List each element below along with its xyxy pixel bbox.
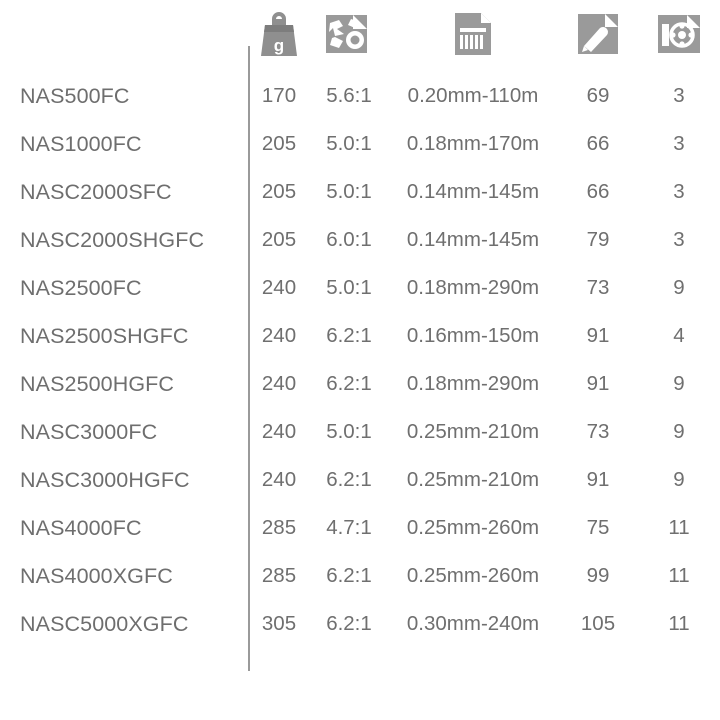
- cell-line-capacity: 0.30mm-240m: [406, 612, 540, 635]
- table-row: [0, 264, 720, 312]
- cell-ball-bearings: 9: [673, 420, 685, 443]
- cell-model: NAS500FC: [20, 83, 130, 108]
- cell-gear-ratio: 4.7:1: [326, 516, 372, 539]
- cell-ball-bearings: 9: [673, 372, 685, 395]
- cell-ball-bearings: 4: [673, 324, 685, 347]
- table-row: [0, 456, 720, 504]
- cell-model: NASC5000XGFC: [20, 611, 189, 636]
- cell-line-capacity: 0.14mm-145m: [406, 180, 540, 203]
- table-row: [0, 216, 720, 264]
- table-row: [0, 72, 720, 120]
- table-body: [0, 72, 720, 648]
- cell-line-retrieve: 73: [586, 276, 610, 299]
- header-weight: [248, 0, 310, 72]
- header-row: [0, 0, 720, 72]
- cell-line-capacity: 0.18mm-290m: [406, 372, 540, 395]
- cell-line-retrieve: 79: [586, 228, 610, 251]
- cell-line-capacity: 0.18mm-290m: [406, 276, 540, 299]
- line-retrieve-icon: [575, 11, 621, 57]
- cell-weight: 285: [261, 564, 297, 587]
- cell-model: NAS2500HGFC: [20, 371, 175, 396]
- cell-weight: 205: [261, 180, 297, 203]
- cell-gear-ratio: 6.2:1: [326, 372, 372, 395]
- table-header: [0, 0, 720, 72]
- table-row: [0, 552, 720, 600]
- cell-model: NASC3000FC: [20, 419, 158, 444]
- cell-weight: 205: [261, 132, 297, 155]
- cell-weight: 240: [261, 276, 297, 299]
- cell-ball-bearings: 11: [668, 564, 690, 587]
- cell-model: NASC2000SFC: [20, 179, 172, 204]
- cell-gear-ratio: 5.0:1: [326, 180, 372, 203]
- cell-line-capacity: 0.25mm-210m: [406, 468, 540, 491]
- cell-line-capacity: 0.16mm-150m: [406, 324, 540, 347]
- table-row: [0, 360, 720, 408]
- cell-weight: 240: [261, 372, 297, 395]
- table-row: [0, 120, 720, 168]
- cell-line-capacity: 0.25mm-210m: [406, 420, 540, 443]
- header-line-capacity: [388, 0, 558, 72]
- weight-grams-icon: [259, 9, 299, 59]
- cell-ball-bearings: 9: [673, 276, 685, 299]
- cell-ball-bearings: 3: [673, 228, 685, 251]
- table-row: [0, 408, 720, 456]
- header-gear-ratio: [310, 0, 388, 72]
- header-model: [0, 0, 248, 72]
- cell-gear-ratio: 5.0:1: [326, 132, 372, 155]
- cell-gear-ratio: 6.2:1: [326, 468, 372, 491]
- cell-model: NAS2500SHGFC: [20, 323, 189, 348]
- table-row: [0, 168, 720, 216]
- cell-weight: 240: [261, 468, 297, 491]
- cell-model: NAS4000FC: [20, 515, 142, 540]
- line-capacity-icon: [451, 10, 495, 58]
- svg-text:g: g: [273, 35, 285, 55]
- cell-ball-bearings: 3: [673, 84, 685, 107]
- ball-bearings-icon: [655, 12, 703, 56]
- table-row: [0, 312, 720, 360]
- cell-line-capacity: 0.18mm-170m: [406, 132, 540, 155]
- cell-gear-ratio: 6.2:1: [326, 564, 372, 587]
- cell-weight: 285: [261, 516, 297, 539]
- cell-ball-bearings: 11: [668, 516, 690, 539]
- cell-line-retrieve: 99: [586, 564, 610, 587]
- cell-model: NASC3000HGFC: [20, 467, 190, 492]
- cell-line-retrieve: 75: [586, 516, 610, 539]
- table-row: [0, 600, 720, 648]
- header-line-retrieve: [558, 0, 638, 72]
- cell-line-retrieve: 66: [586, 132, 610, 155]
- cell-line-retrieve: 91: [586, 372, 610, 395]
- cell-ball-bearings: 11: [668, 612, 690, 635]
- column-divider: [248, 46, 250, 671]
- cell-weight: 205: [261, 228, 297, 251]
- cell-line-capacity: 0.20mm-110m: [407, 84, 539, 107]
- cell-gear-ratio: 5.0:1: [326, 276, 372, 299]
- gear-ratio-icon: [323, 11, 375, 57]
- cell-line-retrieve: 91: [586, 468, 610, 491]
- cell-line-retrieve: 69: [586, 84, 610, 107]
- cell-gear-ratio: 6.2:1: [326, 324, 372, 347]
- cell-line-retrieve: 105: [580, 612, 616, 635]
- cell-line-capacity: 0.25mm-260m: [406, 516, 540, 539]
- cell-weight: 170: [261, 84, 297, 107]
- cell-line-retrieve: 91: [586, 324, 610, 347]
- cell-gear-ratio: 5.6:1: [326, 84, 372, 107]
- cell-model: NAS1000FC: [20, 131, 142, 156]
- cell-weight: 240: [261, 324, 297, 347]
- cell-line-retrieve: 73: [586, 420, 610, 443]
- cell-line-retrieve: 66: [586, 180, 610, 203]
- cell-line-capacity: 0.25mm-260m: [406, 564, 540, 587]
- cell-ball-bearings: 3: [673, 180, 685, 203]
- cell-gear-ratio: 6.2:1: [326, 612, 372, 635]
- cell-model: NASC2000SHGFC: [20, 227, 205, 252]
- table-row: [0, 504, 720, 552]
- cell-weight: 305: [261, 612, 297, 635]
- cell-ball-bearings: 9: [673, 468, 685, 491]
- header-ball-bearings: [638, 0, 720, 72]
- cell-line-capacity: 0.14mm-145m: [406, 228, 540, 251]
- cell-gear-ratio: 5.0:1: [326, 420, 372, 443]
- cell-model: NAS4000XGFC: [20, 563, 173, 588]
- cell-model: NAS2500FC: [20, 275, 142, 300]
- cell-ball-bearings: 3: [673, 132, 685, 155]
- cell-gear-ratio: 6.0:1: [326, 228, 372, 251]
- cell-weight: 240: [261, 420, 297, 443]
